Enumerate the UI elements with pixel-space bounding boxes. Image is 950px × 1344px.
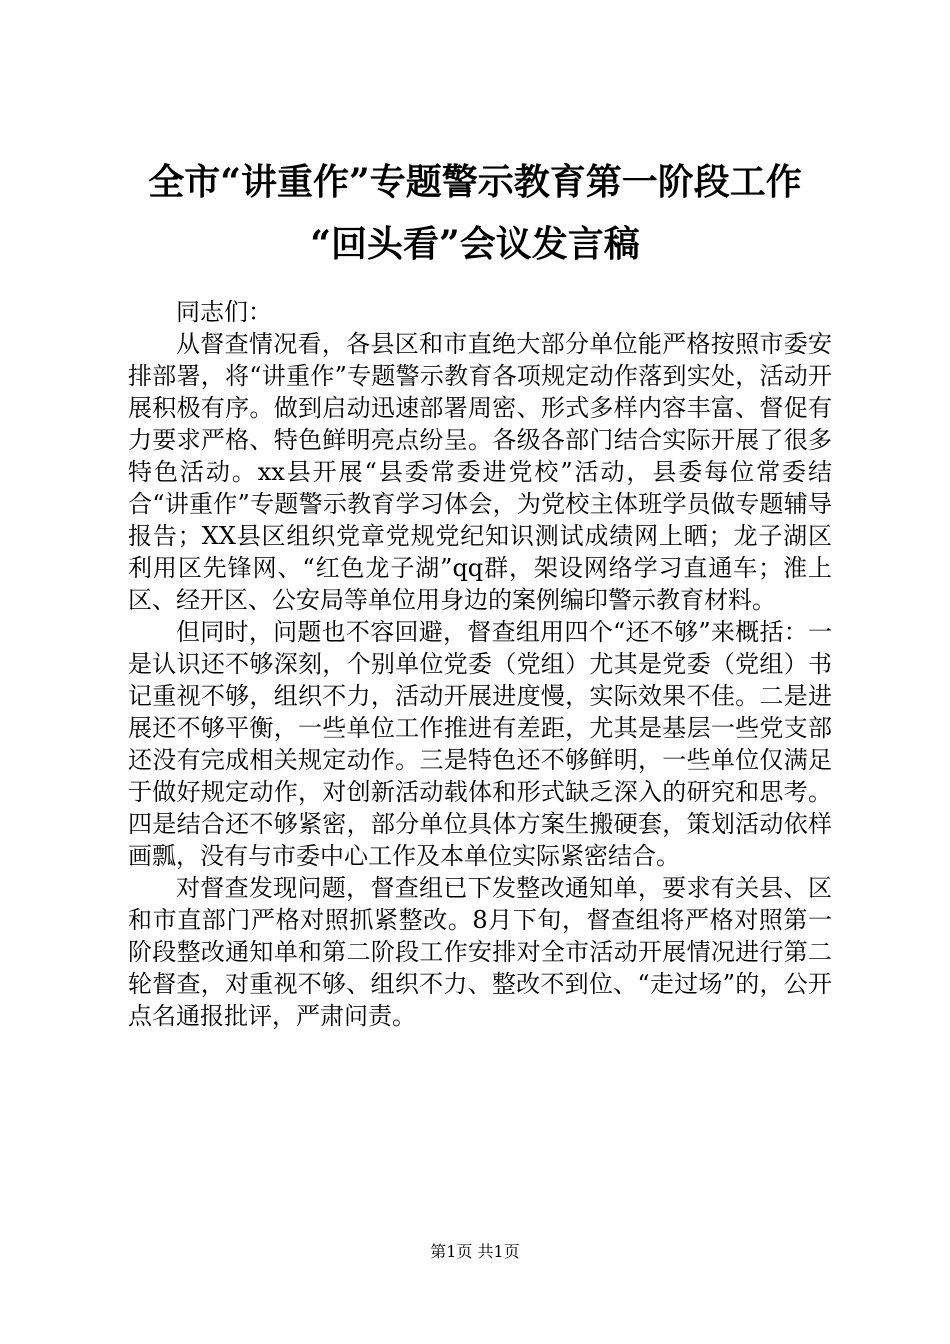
document-title-line-1: 全市“讲重作”专题警示教育第一阶段工作 xyxy=(148,161,802,203)
paragraph-3: 对督查发现问题，督查组已下发整改通知单，要求有关县、区和市直部门严格对照抓紧整改。8月下旬，督查组将严格对照第一阶段整改通知单和第二阶段工作安排对全市活动开展情况进行第二轮督查，对重视不够、组织不力、整改不到位、“走过场”的，公开点名通报批评，严肃问责。 xyxy=(128,874,832,1030)
document-body xyxy=(128,296,832,1032)
paragraph-1: 从督查情况看，各县区和市直绝大部分单位能严格按照市委安排部署，将“讲重作”专题警示教育各项规定动作落到实处，活动开展积极有序。做到启动迅速部署周密、形式多样内容丰富、督促有力要求严格、特色鲜明亮点纷呈。各级各部门结合实际开展了很多特色活动。xx县开展“县委常委进党校”活动，县委每位常委结合“讲重作”专题警示教育学习体会，为党校主体班学员做专题辅导报告；XX县区组织党章党规党纪知识测试成绩网上晒；龙子湖区利用区先锋网、“红色龙子湖”qq群，架设网络学习直通车；淮上区、经开区、公安局等单位用身边的案例编印警示教育材料。 xyxy=(128,330,832,614)
document-title-line-2: “回头看”会议发言稿 xyxy=(310,223,640,265)
paragraph-2: 但同时，问题也不容回避，督查组用四个“还不够”来概括：一是认识还不够深刻，个别单位党委（党组）尤其是党委（党组）书记重视不够，组织不力，活动开展进度慢，实际效果不佳。二是进展还不够平衡，一些单位工作推进有差距，尤其是基层一些党支部还没有完成相关规定动作。三是特色还不够鲜明，一些单位仅满足于做好规定动作，对创新活动载体和形式缺乏深入的研究和思考。四是结合还不够紧密，部分单位具体方案生搬硬套，策划活动依样画瓢，没有与市委中心工作及本单位实际紧密结合。 xyxy=(128,618,832,870)
page-number-footer: 第1页 共1页 xyxy=(430,1242,520,1261)
greeting: 同志们： xyxy=(176,298,272,326)
